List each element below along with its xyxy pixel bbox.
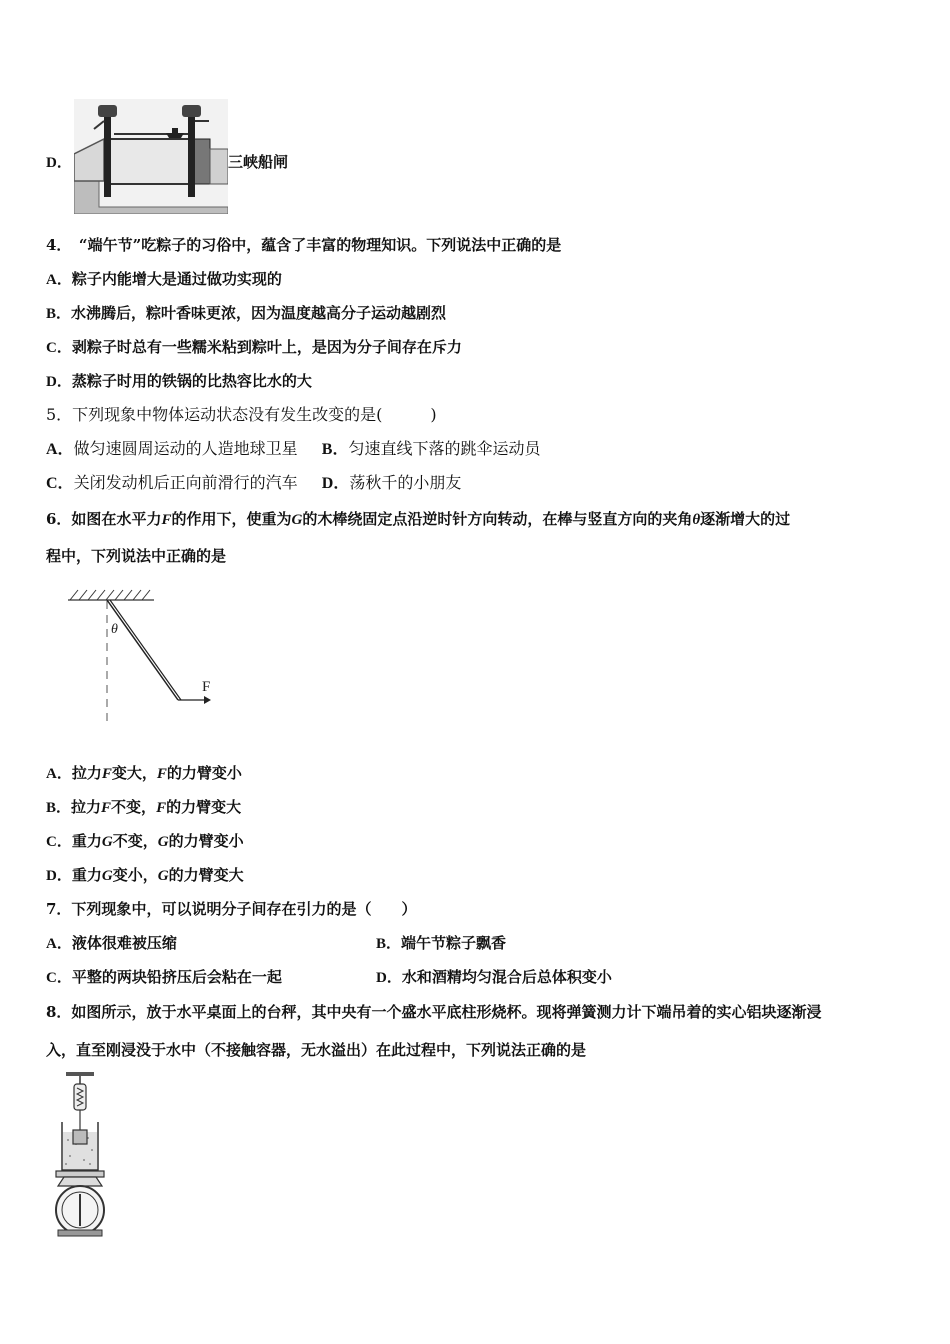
q4-option-a[interactable]: A．粽子内能增大是通过做功实现的 bbox=[46, 270, 282, 288]
q5-option-d[interactable]: D．荡秋千的小朋友 bbox=[321, 473, 462, 492]
q4-option-c[interactable]: C．剥粽子时总有一些糯米粘到粽叶上，是因为分子间存在斥力 bbox=[46, 338, 462, 356]
scale-figure bbox=[50, 1070, 110, 1240]
q4-option-b[interactable]: B．水沸腾后，粽叶香味更浓，因为温度越高分子运动越剧烈 bbox=[46, 304, 447, 322]
q7-option-a[interactable]: A．液体很难被压缩 bbox=[46, 934, 177, 952]
q5-option-b[interactable]: B．匀速直线下落的跳伞运动员 bbox=[321, 439, 541, 458]
q5-stem: 5．下列现象中物体运动状态没有发生改变的是( ) bbox=[46, 405, 437, 424]
lever-figure bbox=[60, 588, 230, 728]
q7-option-d[interactable]: D．水和酒精均匀混合后总体积变小 bbox=[376, 968, 612, 986]
q5-option-c[interactable]: C．关闭发动机后正向前滑行的汽车 bbox=[46, 473, 298, 492]
option-label: D． bbox=[46, 155, 72, 171]
q7-option-c[interactable]: C．平整的两块铅挤压后会粘在一起 bbox=[46, 968, 282, 986]
q5-option-a[interactable]: A．做匀速圆周运动的人造地球卫星 bbox=[46, 439, 298, 458]
q6-stem-line1: 6．如图在水平力F的作用下，使重为G的木棒绕固定点沿逆时针方向转动，在棒与竖直方向的夹角θ逐渐增大的过 bbox=[46, 510, 791, 528]
q5-options-row1 bbox=[46, 439, 540, 460]
q6-option-b[interactable]: B．拉力F不变，F的力臂变大 bbox=[46, 798, 242, 816]
q8-stem-line1: 8．如图所示，放于水平桌面上的台秤，其中央有一个盛水平底柱形烧杯。现将弹簧测力计下端吊着的实心铝块逐渐浸 bbox=[46, 1003, 822, 1021]
ship-lock-figure bbox=[74, 99, 228, 214]
force-label: F bbox=[202, 679, 211, 695]
q7-stem: 7．下列现象中，可以说明分子间存在引力的是（ ） bbox=[46, 900, 417, 918]
q5-options-row2 bbox=[46, 473, 461, 494]
q8-stem-line2: 入，直至刚浸没于水中（不接触容器，无水溢出）在此过程中，下列说法正确的是 bbox=[46, 1041, 587, 1059]
ship-lock-caption: 三峡船闸 bbox=[228, 153, 289, 171]
q4-stem: 4． “端午节”吃粽子的习俗中，蕴含了丰富的物理知识。下列说法中正确的是 bbox=[46, 236, 562, 254]
q6-option-a[interactable]: A．拉力F变大，F的力臂变小 bbox=[46, 764, 242, 782]
q6-option-c[interactable]: C．重力G不变，G的力臂变小 bbox=[46, 832, 244, 850]
q6-option-d[interactable]: D．重力G变小，G的力臂变大 bbox=[46, 866, 244, 884]
theta-label: θ bbox=[111, 622, 118, 637]
q7-option-b[interactable]: B．端午节粽子飘香 bbox=[376, 934, 507, 952]
q3-option-d[interactable] bbox=[46, 152, 72, 173]
q6-stem-line2: 程中，下列说法中正确的是 bbox=[46, 547, 227, 565]
q4-option-d[interactable]: D．蒸粽子时用的铁锅的比热容比水的大 bbox=[46, 372, 312, 390]
